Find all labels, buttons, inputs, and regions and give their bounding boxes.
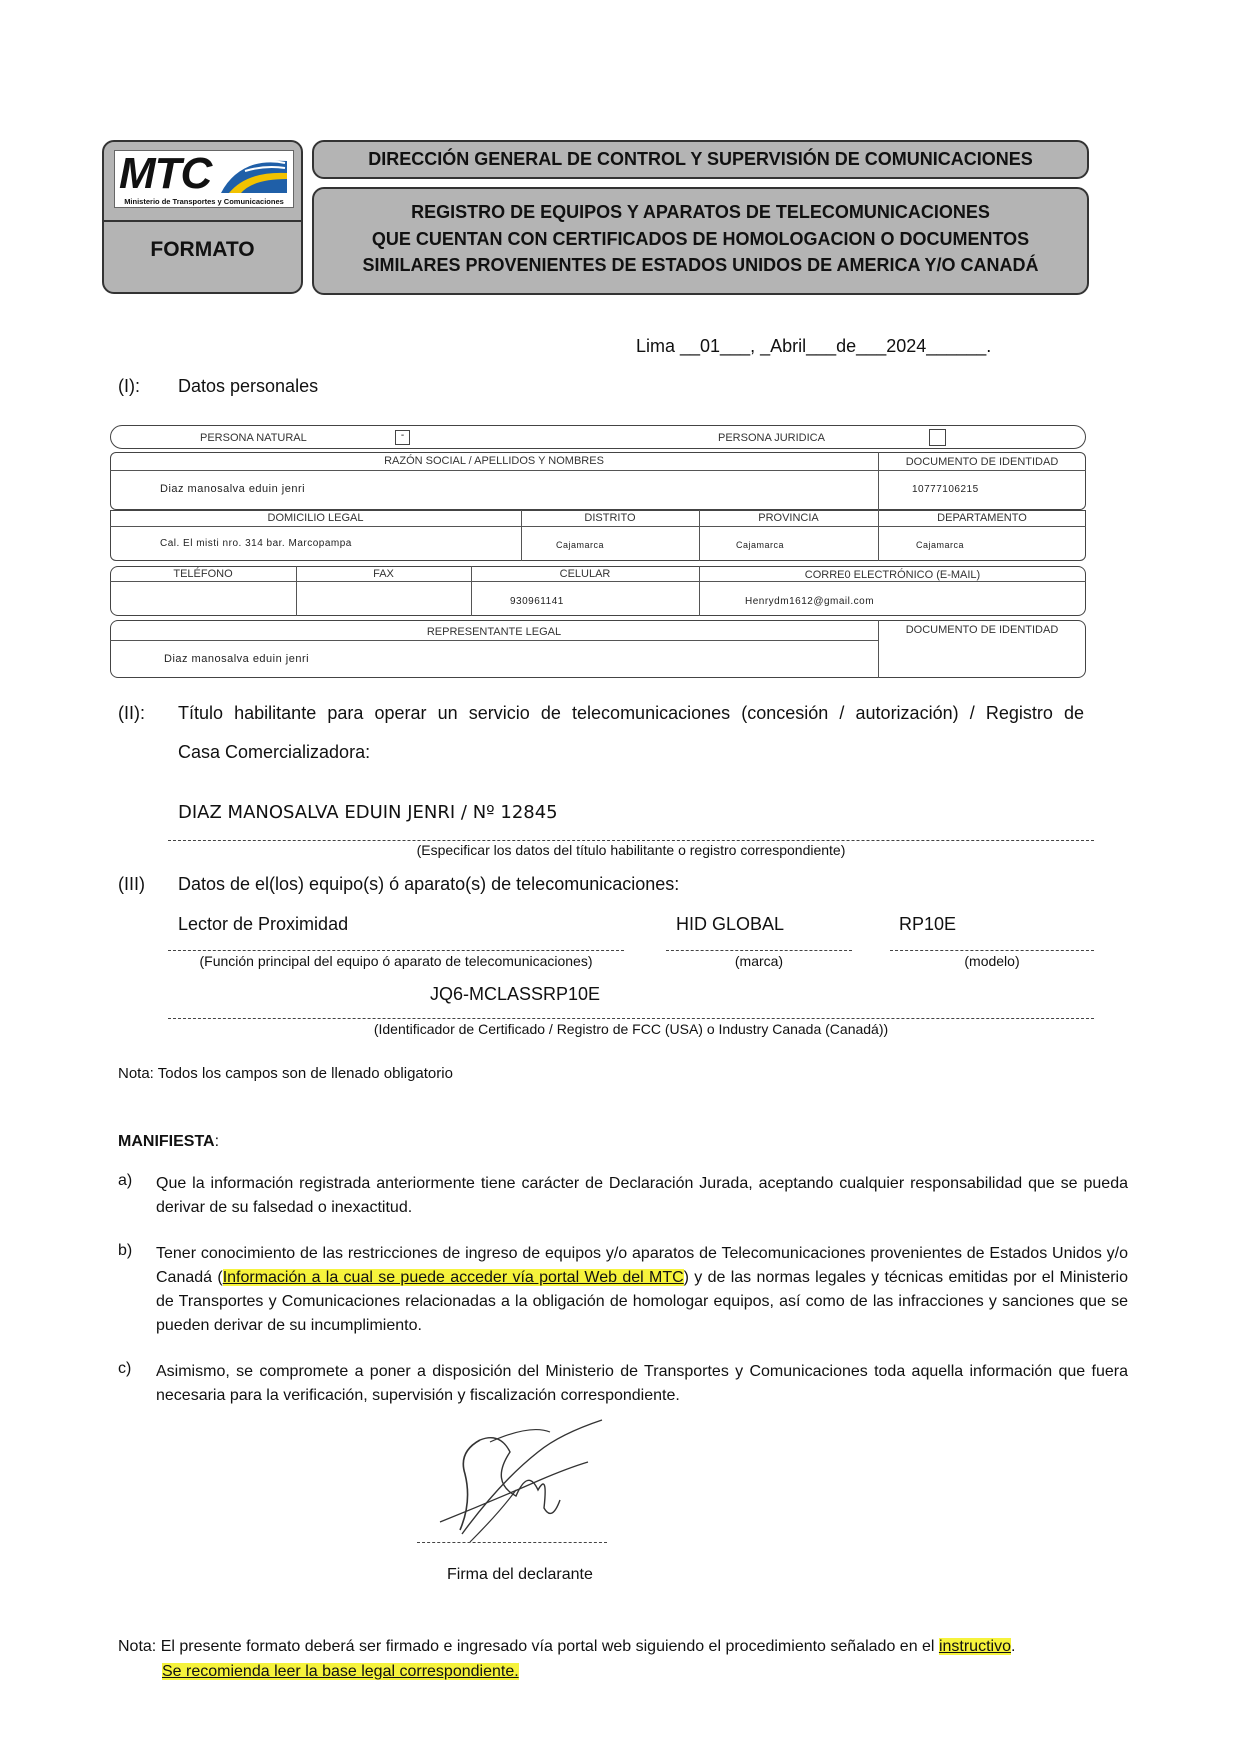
provincia-value: Cajamarca <box>736 540 785 550</box>
distrito-value: Cajamarca <box>556 540 605 550</box>
section3-title: Datos de el(los) equipo(s) ó aparato(s) de telecomunicaciones: <box>178 874 680 894</box>
marca-underline <box>666 950 852 951</box>
marca-value: HID GLOBAL <box>676 914 785 934</box>
domicilio-label: DOMICILIO LEGAL <box>267 512 364 524</box>
distrito-label: DISTRITO <box>584 512 636 524</box>
provincia-label: PROVINCIA <box>758 512 819 524</box>
fax-label: FAX <box>373 568 394 580</box>
departamento-label: DEPARTAMENTO <box>937 512 1027 524</box>
date-line: Lima __01___, _Abril___de___2024______. <box>636 336 992 356</box>
persona-natural-label: PERSONA NATURAL <box>200 432 307 444</box>
section3-number: (III) <box>118 874 145 894</box>
funcion-value: Lector de Proximidad <box>178 914 349 934</box>
persona-natural-mark: - <box>400 430 405 441</box>
registro-title-line3: SIMILARES PROVENIENTES DE ESTADOS UNIDOS DE AMERICA Y/O CANADÁ <box>362 255 1039 275</box>
manifiesta-b-label: b) <box>118 1242 133 1259</box>
manifiesta-a-label: a) <box>118 1172 133 1189</box>
representante-value: Diaz manosalva eduin jenri <box>164 653 310 665</box>
razon-social-label: RAZÓN SOCIAL / APELLIDOS Y NOMBRES <box>384 455 604 467</box>
identificador-value: JQ6-MCLASSRP10E <box>430 984 601 1004</box>
identificador-caption: (Identificador de Certificado / Registro de FCC (USA) o Industry Canada (Canadá)) <box>373 1021 889 1037</box>
marca-caption: (marca) <box>734 953 784 969</box>
identificador-underline <box>168 1018 1094 1019</box>
signature-line <box>417 1542 607 1543</box>
firma-label: Firma del declarante <box>447 1566 593 1583</box>
logo-box <box>102 140 303 294</box>
section2-number: (II): <box>118 703 145 723</box>
domicilio-value: Cal. El misti nro. 314 bar. Marcopampa <box>160 538 352 549</box>
documento-value: 10777106215 <box>912 484 979 495</box>
celular-value: 930961141 <box>510 596 564 607</box>
manifiesta-a-text: Que la información registrada anteriormente tiene carácter de Declaración Jurada, aceptando cualquier responsabilidad que se pueda derivar de su falsedad o inexactitud. <box>156 1175 1128 1216</box>
doc-rep-label: DOCUMENTO DE IDENTIDAD <box>905 624 1059 636</box>
manifiesta-title <box>118 1133 219 1151</box>
manifiesta-colon: : <box>214 1133 220 1150</box>
funcion-underline <box>168 950 624 951</box>
formato-label: FORMATO <box>150 238 255 261</box>
logo-wave-icon <box>219 153 289 197</box>
razon-social-value: Diaz manosalva eduin jenri <box>160 483 306 495</box>
modelo-value: RP10E <box>899 914 957 934</box>
representante-label: REPRESENTANTE LEGAL <box>426 626 562 638</box>
manifiesta-b-text-pre: Tener conocimiento de las restricciones de ingreso de equipos y/o aparatos de Telecomunicaciones provenientes de Estados Unidos y/o Canadá ( <box>156 1245 1128 1286</box>
persona-juridica-checkbox[interactable] <box>929 429 946 446</box>
celular-label: CELULAR <box>559 568 611 580</box>
persona-natural-checkbox[interactable] <box>395 430 410 445</box>
persona-juridica-label: PERSONA JURIDICA <box>718 432 825 444</box>
direccion-title: DIRECCIÓN GENERAL DE CONTROL Y SUPERVISIÓN DE COMUNICACIONES <box>368 149 1033 169</box>
instructivo-link[interactable]: instructivo <box>938 1638 1011 1655</box>
manifiesta-c-text: Asimismo, se compromete a poner a disposición del Ministerio de Transportes y Comunicaciones toda aquella información que fuera necesaria para la verificación, supervisión y fiscalización correspondiente. <box>156 1363 1128 1404</box>
logo-text: MTC <box>119 149 212 198</box>
manifiesta-c-label: c) <box>118 1360 132 1377</box>
logo-subtext: Ministerio de Transportes y Comunicaciones <box>124 197 284 206</box>
section1-number: (I): <box>118 376 140 396</box>
nota-final <box>118 1638 1015 1656</box>
section2-text-line2: Casa Comercializadora: <box>178 742 371 762</box>
mtc-logo <box>114 150 294 208</box>
direccion-box <box>312 140 1089 179</box>
funcion-caption: (Función principal del equipo ó aparato de telecomunicaciones) <box>199 953 593 969</box>
base-legal-line <box>162 1663 519 1681</box>
section2-underline <box>168 840 1094 841</box>
modelo-underline <box>890 950 1094 951</box>
registro-title-line1: REGISTRO DE EQUIPOS Y APARATOS DE TELECOMUNICACIONES <box>411 202 990 222</box>
signature-image <box>420 1412 620 1552</box>
documento-label: DOCUMENTO DE IDENTIDAD <box>905 456 1059 468</box>
registro-title-line2: QUE CUENTAN CON CERTIFICADOS DE HOMOLOGACION O DOCUMENTOS <box>371 229 1030 249</box>
section1-title: Datos personales <box>178 376 319 396</box>
section2-text-line1: Título habilitante para operar un servicio de telecomunicaciones (concesión / autorización) / Registro de <box>178 703 1084 723</box>
nota-final-period: . <box>1010 1638 1016 1655</box>
nota-obligatorio: Nota: Todos los campos son de llenado obligatorio <box>118 1065 453 1082</box>
manifiesta-b-text <box>156 1242 1128 1338</box>
portal-mtc-link[interactable]: Información a la cual se puede acceder vía portal Web del MTC <box>222 1269 684 1286</box>
modelo-caption: (modelo) <box>964 953 1020 969</box>
section2-value: DIAZ MANOSALVA EDUIN JENRI / Nº 12845 <box>178 802 558 823</box>
telefono-label: TELÉFONO <box>173 568 233 580</box>
manifiesta-b-text-post: ) y de las normas legales y técnicas emitidas por el Ministerio de Transportes y Comunicaciones relacionadas a la obligación de homologar equipos, así como de las infracciones y sanciones que se pueden derivar de su incumplimiento. <box>156 1269 1128 1334</box>
section2-caption: (Especificar los datos del título habilitante o registro correspondiente) <box>416 842 846 858</box>
registro-box <box>312 187 1089 295</box>
manifiesta-title-text: MANIFIESTA <box>118 1133 215 1150</box>
nota-final-text: Nota: El presente formato deberá ser firmado e ingresado vía portal web siguiendo el procedimiento señalado en el <box>118 1638 939 1655</box>
correo-label: CORRE0 ELECTRÓNICO (E-MAIL) <box>804 569 981 581</box>
base-legal-link[interactable]: Se recomienda leer la base legal correspondiente. <box>162 1663 519 1680</box>
departamento-value: Cajamarca <box>916 540 965 550</box>
correo-value: Henrydm1612@gmail.com <box>745 596 875 607</box>
